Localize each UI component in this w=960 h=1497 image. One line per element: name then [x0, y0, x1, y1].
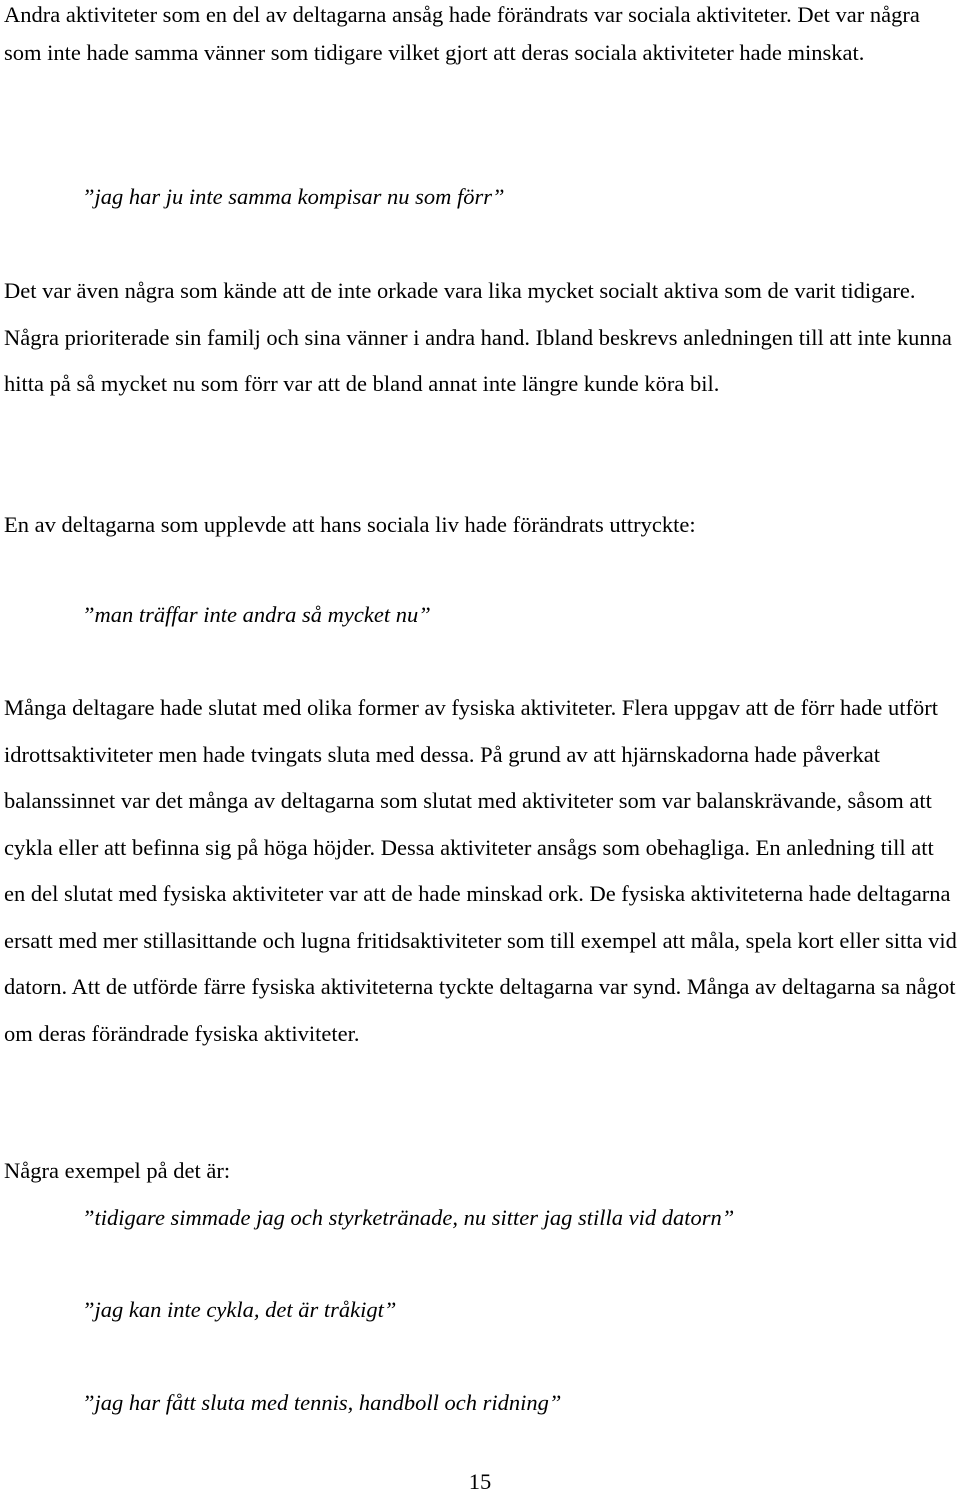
quote-cycling: ”jag kan inte cykla, det är tråkigt” [82, 1297, 397, 1322]
quote-tennis: ”jag har fått sluta med tennis, handboll och ridning” [82, 1390, 562, 1415]
paragraph-physical-activities: Många deltagare hade slutat med olika former av fysiska aktiviteter. Flera uppgav att de förr hade utfört idrottsaktiviteter men hade tvingats sluta med dessa. På grund av att hjärnskadorna hade påverkat balanssinnet var det många av deltagarna som slutat med aktiviteter som var balanskrävande, såsom att cykla eller att befinna sig på höga höjder. Dessa aktiviteter ansågs som obehagliga. En anledning till att en del slutat med fysiska aktiviteter var att de hade minskad ork. De fysiska aktiviteterna hade deltagarna ersatt med mer stillasittande och lugna fritidsaktiviteter som till exempel att måla, spela kort eller sitta vid datorn. Att de utförde färre fysiska aktiviteterna tyckte deltagarna var synd. Många av deltagarna sa något om deras förändrade fysiska aktiviteter. [4, 695, 957, 1046]
paragraph-social-activities: Andra aktiviteter som en del av deltagarna ansåg hade förändrats var sociala aktiviteter. Det var några som inte hade samma vänner som tidigare vilket gjort att deras sociala aktiviteter hade minskat. [4, 2, 920, 65]
page-number: 15 [468, 1469, 492, 1494]
paragraph-intro-quote: En av deltagarna som upplevde att hans sociala liv hade förändrats uttryckte: [4, 512, 696, 537]
paragraph-less-energy: Det var även några som kände att de inte orkade vara lika mycket socialt aktiva som de varit tidigare. Några prioriterade sin familj och sina vänner i andra hand. Ibland beskrevs anledningen till att inte kunna hitta på så mycket nu som förr var att de bland annat inte längre kunde köra bil. [4, 278, 952, 396]
quote-meet-others: ”man träffar inte andra så mycket nu” [82, 602, 431, 627]
quote-swimming: ”tidigare simmade jag och styrketränade, nu sitter jag stilla vid datorn” [82, 1205, 735, 1230]
paragraph-examples-intro: Några exempel på det är: [4, 1158, 231, 1183]
quote-friends: ”jag har ju inte samma kompisar nu som förr” [82, 184, 505, 209]
